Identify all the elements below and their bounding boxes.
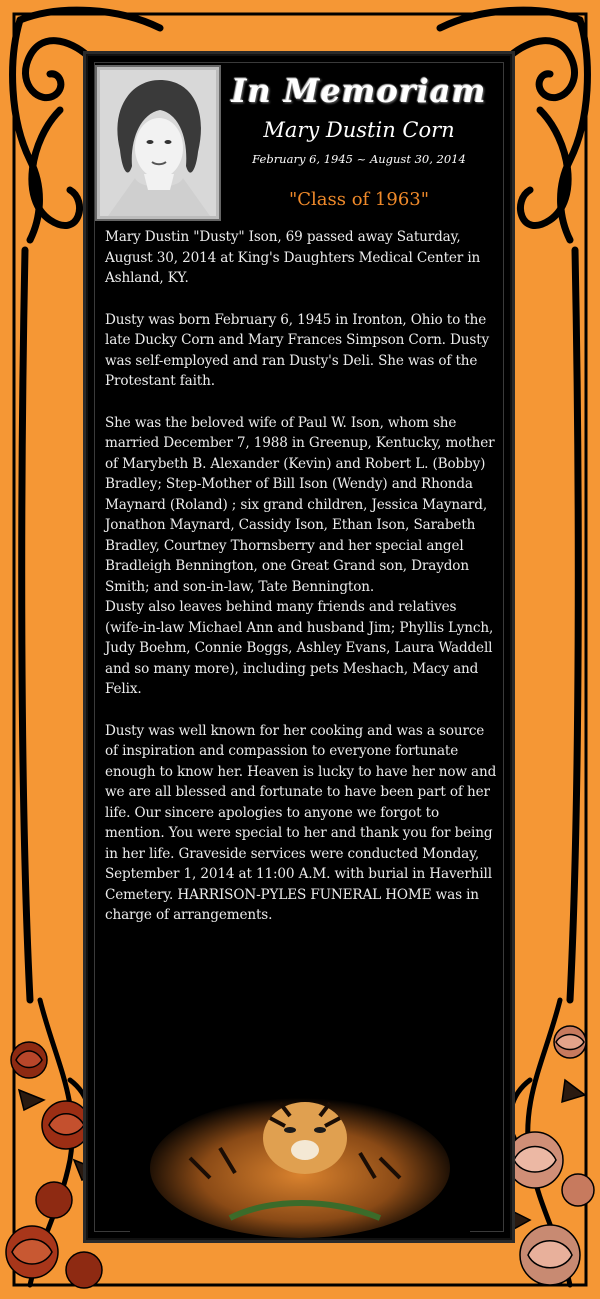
class-year: "Class of 1963" xyxy=(288,189,430,210)
obituary-paragraph: Dusty was born February 6, 1945 in Ironton, Ohio to the late Ducky Corn and Mary Frances Simpson Corn. Dusty was self-employed and ran Dusty's Deli. She was of the Protestant faith. xyxy=(105,311,490,389)
obituary-paragraph: She was the beloved wife of Paul W. Ison, whom she married December 7, 1988 in Greenup, Kentucky, mother of Marybeth B. Alexander (Kevin) and Robert L. (Bobby) Bradley; Step-Mother of Bill Ison (Wendy) and Rhonda Maynard (Roland) ; six grand children, Jessica Maynard, Jonathon Maynard, Cassidy Ison, Ethan Ison, Sarabeth Bradley, Courtney Thornsberry and her special angel Bradleigh Bennington, one Great Grand son, Draydon Smith; and son-in-law, Tate Bennington. xyxy=(105,414,495,595)
life-dates: February 6, 1945 ~ August 30, 2014 xyxy=(252,152,466,166)
tiger-image xyxy=(130,1068,470,1238)
obituary-paragraph: Dusty also leaves behind many friends and relatives (wife-in-law Michael Ann and husband Jim; Phyllis Lynch, Judy Boehm, Connie Boggs, Ashley Evans, Laura Waddell and so many more), including pets Meshach, Macy and Felix. xyxy=(105,599,494,697)
obituary-text xyxy=(105,227,497,947)
obituary-paragraph: Dusty was well known for her cooking and was a source of inspiration and compassion to everyone fortunate enough to know her. Heaven is lucky to have her now and we are all blessed and fortunate to have been part of her life. Our sincere apologies to anyone we forgot to mention. You were special to her and thank you for being in her life. Graveside services were conducted Monday, September 1, 2014 at 11:00 A.M. with burial in Haverhill Cemetery. HARRISON-PYLES FUNERAL HOME was in charge of arrangements. xyxy=(105,722,497,923)
portrait-photo xyxy=(97,67,219,219)
deceased-name: Mary Dustin Corn xyxy=(263,118,455,142)
page-title: In Memoriam xyxy=(231,72,487,110)
obituary-paragraph: Mary Dustin "Dusty" Ison, 69 passed away Saturday, August 30, 2014 at King's Daughters Medical Center in Ashland, KY. xyxy=(105,229,481,286)
